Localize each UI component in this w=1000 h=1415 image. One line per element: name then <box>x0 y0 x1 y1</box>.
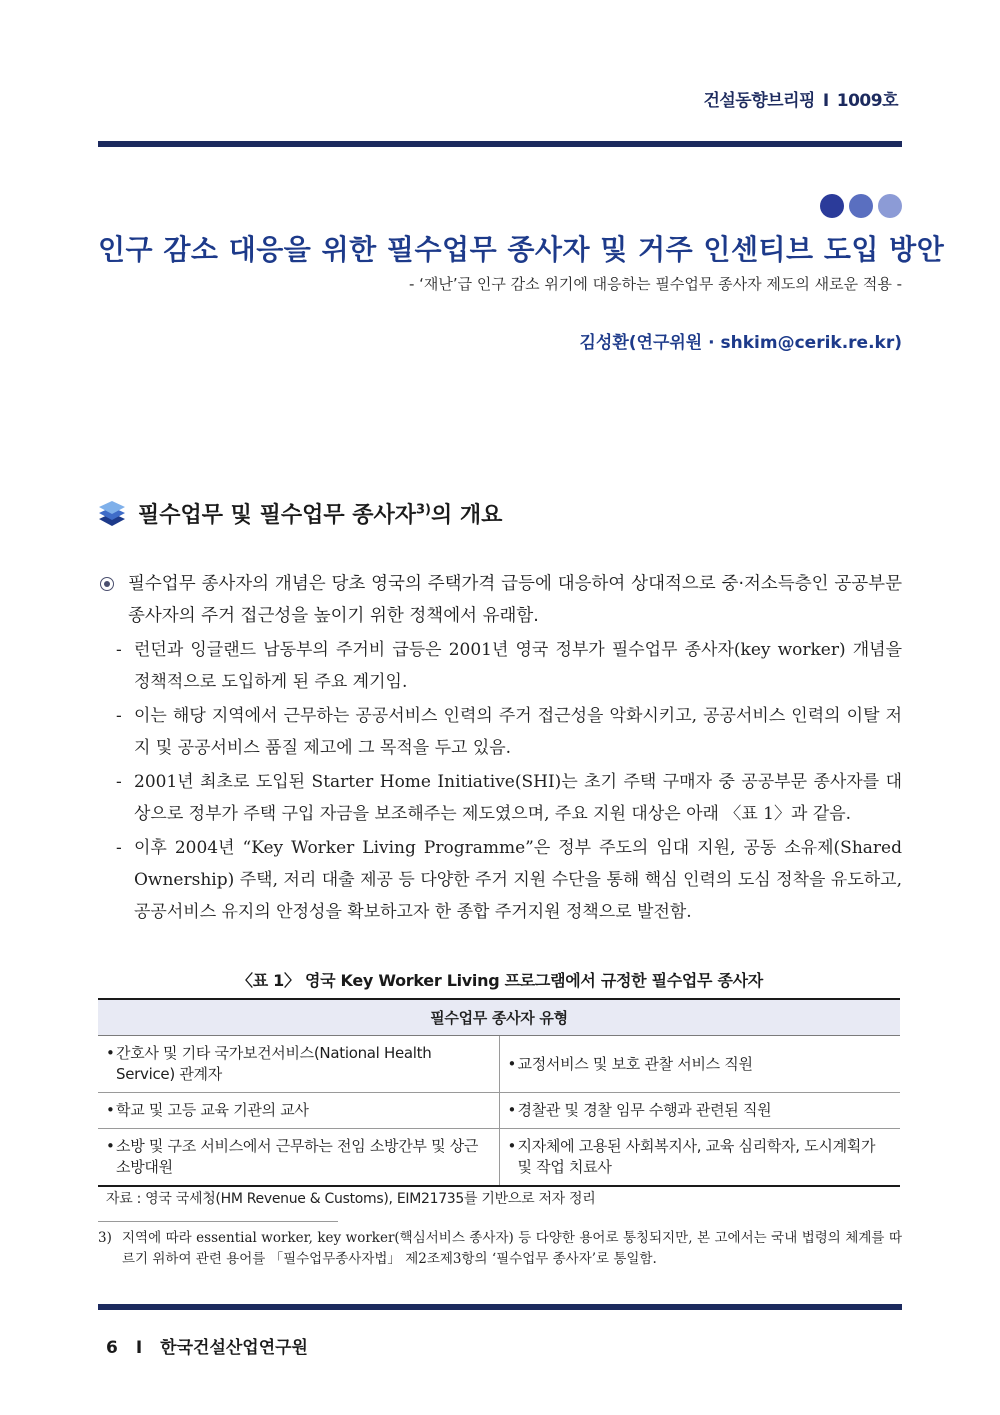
dot-icon <box>878 194 902 218</box>
dash-bullet: - <box>116 640 122 660</box>
table-row <box>98 1093 900 1129</box>
sub-item <box>98 700 902 764</box>
bottom-rule <box>98 1304 902 1310</box>
bullet: • <box>106 1101 115 1119</box>
cell-text: 소방 및 구조 서비스에서 근무하는 전임 소방간부 및 상근 소방대원 <box>116 1137 479 1176</box>
table-cell <box>499 1129 900 1187</box>
article-title: 인구 감소 대응을 위한 필수업무 종사자 및 거주 인센티브 도입 방안 <box>98 233 945 266</box>
footnote-text: 지역에 따라 essential worker, key worker(핵심서비스 종사자) 등 다양한 용어로 통칭되지만, 본 고에서는 국내 법령의 체계를 따르기 위하여 관련 용어를 「필수업무종사자법」 제2조제3항의 ‘필수업무 종사자’로 통일함. <box>122 1230 902 1267</box>
cell-text: 경찰관 및 경찰 임무 수행과 관련된 직원 <box>517 1101 772 1119</box>
bullet: • <box>106 1044 115 1062</box>
table-cell <box>98 1129 499 1187</box>
sub-item-text: 이후 2004년 “Key Worker Living Programme”은 정부 주도의 임대 지원, 공동 소유제(Shared Ownership) 주택, 저리 대출 제공 등 다양한 주거 지원 수단을 통해 핵심 인력의 도심 정착을 유도하고, 공공서비스 유지의 안정성을 확보하고자 한 종합 주거지원 정책으로 발전함. <box>134 838 902 922</box>
article-subtitle: - ‘재난’급 인구 감소 위기에 대응하는 필수업무 종사자 제도의 새로운 적용 - <box>408 275 902 293</box>
stacked-layers-icon <box>98 499 126 529</box>
sub-item-text: 런던과 잉글랜드 남동부의 주거비 급등은 2001년 영국 정부가 필수업무 종사자(key worker) 개념을 정책적으로 도입하게 된 주요 계기임. <box>134 640 902 692</box>
table-row <box>98 1129 900 1187</box>
dash-bullet: - <box>116 706 122 726</box>
bullet: • <box>507 1054 517 1073</box>
sub-item-text: 2001년 최초로 도입된 Starter Home Initiative(SHI)는 초기 주택 구매자 중 공공부문 종사자를 대상으로 정부가 주택 구입 자금을 보조해주는 제도였으며, 주요 지원 대상은 아래 〈표 1〉과 같음. <box>134 772 902 824</box>
footnote-rule <box>98 1221 338 1222</box>
sub-item <box>98 766 902 830</box>
table-header: 필수업무 종사자 유형 <box>98 999 900 1036</box>
section-heading <box>98 498 502 529</box>
top-rule <box>98 141 902 147</box>
table-cell <box>499 1036 900 1093</box>
section-title-main: 필수업무 및 필수업무 종사자 <box>138 503 417 528</box>
footnote <box>98 1228 902 1270</box>
sub-item <box>98 634 902 698</box>
circle-bullet-icon <box>100 577 114 591</box>
publication-name: 건설동향브리핑 <box>703 91 815 111</box>
dash-bullet: - <box>116 838 122 858</box>
table-cell <box>98 1036 499 1093</box>
running-header <box>703 86 898 111</box>
bullet: • <box>106 1137 115 1155</box>
section-title <box>138 498 502 529</box>
footnote-number: 3) <box>98 1230 112 1246</box>
page-number: 6 <box>106 1338 118 1358</box>
main-paragraph-text: 필수업무 종사자의 개념은 당초 영국의 주택가격 급등에 대응하여 상대적으로 중·저소득층인 공공부문 종사자의 주거 접근성을 높이기 위한 정책에서 유래함. <box>128 574 902 626</box>
sub-item-text: 이는 해당 지역에서 근무하는 공공서비스 인력의 주거 접근성을 악화시키고, 공공서비스 인력의 이탈 저지 및 공공서비스 품질 제고에 그 목적을 두고 있음. <box>134 706 902 758</box>
table-row <box>98 1036 900 1093</box>
table-caption: 〈표 1〉 영국 Key Worker Living 프로그램에서 규정한 필수업무 종사자 <box>237 971 763 990</box>
organization-name: 한국건설산업연구원 <box>160 1338 308 1358</box>
footer-separator: I <box>135 1338 143 1358</box>
page-footer <box>106 1333 308 1358</box>
section-title-end: 의 개요 <box>431 503 503 528</box>
main-paragraph <box>98 568 902 632</box>
bullet: • <box>507 1101 517 1119</box>
decorative-dots <box>820 194 902 218</box>
table-source: 자료 : 영국 국세청(HM Revenue & Customs), EIM21735를 기반으로 저자 정리 <box>106 1191 596 1207</box>
table-cell <box>98 1093 499 1129</box>
body-text <box>98 568 902 928</box>
cell-text: 간호사 및 기타 국가보건서비스(National Health Service) 관계자 <box>116 1044 432 1083</box>
sub-item <box>98 832 902 928</box>
dot-icon <box>849 194 873 218</box>
author-line: 김성환(연구위원 · shkim@cerik.re.kr) <box>579 333 902 353</box>
table-cell <box>499 1093 900 1129</box>
key-worker-table <box>98 998 900 1187</box>
dash-bullet: - <box>116 772 122 792</box>
footnote-ref: 3) <box>416 502 432 518</box>
cell-text: 학교 및 고등 교육 기관의 교사 <box>116 1101 309 1119</box>
header-separator: I <box>822 91 829 111</box>
cell-text: 지자체에 고용된 사회복지사, 교육 심리학자, 도시계획가 및 작업 치료사 <box>517 1137 876 1176</box>
bullet: • <box>507 1137 517 1155</box>
dot-icon <box>820 194 844 218</box>
issue-number: 1009호 <box>836 91 898 111</box>
cell-text: 교정서비스 및 보호 관찰 서비스 직원 <box>517 1054 753 1073</box>
